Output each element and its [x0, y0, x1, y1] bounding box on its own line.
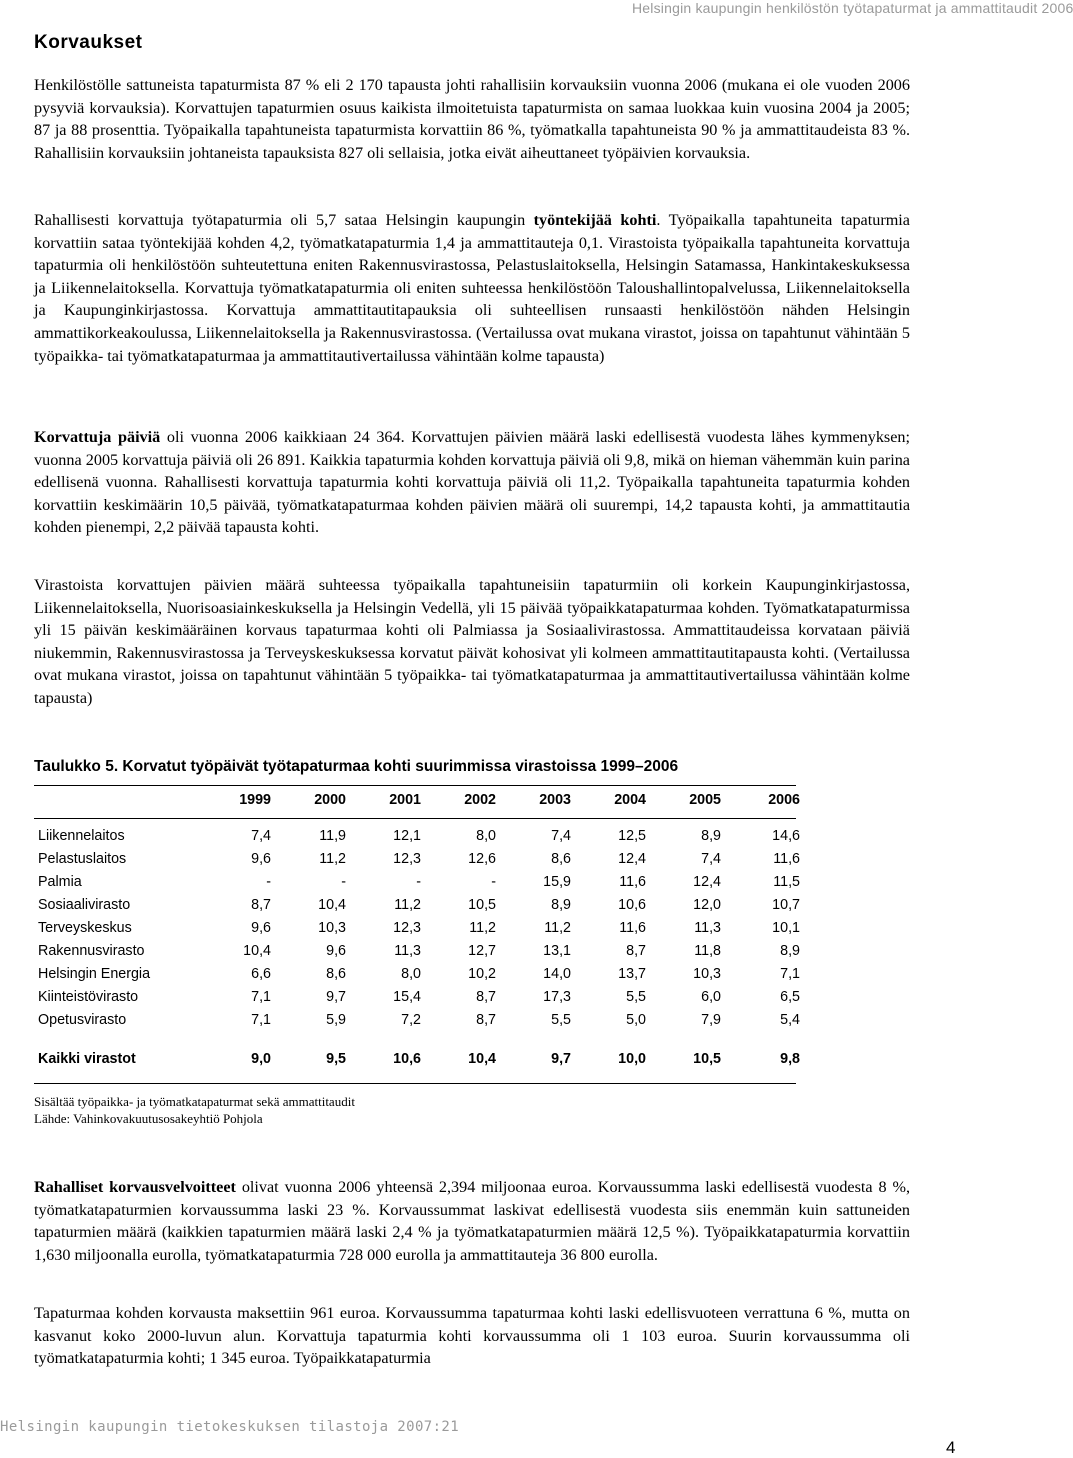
- value-cell: 11,2: [544, 919, 571, 936]
- bold-term: Korvattuja päiviä: [34, 428, 161, 446]
- table-row: [34, 939, 800, 962]
- paragraph-text: oli vuonna 2006 kaikkiaan 24 364. Korvattujen päivien määrä laski edellisestä vuodesta lähes kymmenyksen; vuonna 2005 korvattuja päiviä oli 26 891. Kaikkia tapaturmia kohden korvattuja päiviä oli 9,8, mikä on hieman vähemmän kuin parina edellisenä vuonna. Rahallisesti korvattuja tapaturmia kohti korvattuja päiviä oli 11,2. Työpaikalla tapahtuneita tapaturmia kohden korvattiin keskimäärin 10,5 päivää, työmatkatapaturmaa kohden päivien määrä oli suurempi, 14,2 tapausta kohti, ja ammattitautia kohden pienempi, 2,2 päivää tapausta kohti.: [34, 428, 910, 537]
- year-header: 2006: [768, 792, 800, 808]
- value-cell: 10,6: [618, 896, 646, 913]
- table-row: [34, 916, 800, 939]
- table-row: [34, 985, 800, 1008]
- year-header: 2002: [464, 792, 496, 808]
- agency-name: Rakennusvirasto: [38, 942, 145, 959]
- value-cell: 9,7: [551, 1050, 571, 1067]
- value-cell: 11,5: [773, 873, 800, 890]
- value-cell: 10,4: [318, 896, 346, 913]
- value-cell: 7,1: [251, 988, 271, 1005]
- value-cell: 11,6: [619, 919, 646, 936]
- value-cell: -: [491, 873, 496, 890]
- value-cell: 12,1: [393, 827, 421, 844]
- value-cell: 17,3: [543, 988, 571, 1005]
- value-cell: 8,0: [401, 965, 421, 982]
- agency-name: Palmia: [38, 873, 82, 890]
- value-cell: 5,0: [626, 1011, 646, 1028]
- value-cell: 8,9: [780, 942, 800, 959]
- table-body: [34, 810, 800, 1070]
- value-cell: 12,3: [393, 850, 421, 867]
- value-cell: 11,3: [394, 942, 421, 959]
- table-row: [34, 893, 800, 916]
- value-cell: 7,9: [701, 1011, 721, 1028]
- value-cell: 8,6: [326, 965, 346, 982]
- value-cell: -: [416, 873, 421, 890]
- table-row: [34, 870, 800, 893]
- value-cell: 5,4: [780, 1011, 800, 1028]
- value-cell: 13,7: [618, 965, 646, 982]
- value-cell: 11,8: [694, 942, 721, 959]
- value-cell: 9,0: [251, 1050, 271, 1067]
- page-header: [0, 0, 1073, 20]
- agency-name: Opetusvirasto: [38, 1011, 127, 1028]
- bold-term: Rahalliset korvausvelvoitteet: [34, 1178, 236, 1196]
- spacer-row: [34, 810, 800, 824]
- table-caption: Taulukko 5. Korvatut työpäivät työtapaturmaa kohti suurimmissa virastoissa 1999–2006: [34, 758, 679, 775]
- value-cell: 10,5: [693, 1050, 721, 1067]
- value-cell: 5,5: [551, 1011, 571, 1028]
- value-cell: 8,7: [476, 1011, 496, 1028]
- value-cell: 8,0: [476, 827, 496, 844]
- agency-name: Kaikki virastot: [38, 1050, 136, 1067]
- table-top-rule: [34, 785, 796, 786]
- value-cell: 8,7: [476, 988, 496, 1005]
- value-cell: 14,0: [543, 965, 571, 982]
- value-cell: 12,5: [618, 827, 646, 844]
- table-row: [34, 824, 800, 847]
- value-cell: 12,0: [693, 896, 721, 913]
- paragraph-per-accident: Tapaturmaa kohden korvausta maksettiin 961 euroa. Korvaussumma tapaturmaa kohti laski edellisvuoteen verrattuna 6 %, mutta on kasvanut koko 2000-luvun alun. Korvattuja tapaturmia kohti korvaussumma oli 1 103 euroa. Suurin korvaussumma oli työmatkatapaturmia kohti; 1 345 euroa. Työpaikkatapaturmia: [34, 1304, 910, 1368]
- bold-term: työntekijää kohti: [533, 211, 657, 229]
- table-source: Lähde: Vahinkovakuutusosakeyhtiö Pohjola: [34, 1111, 263, 1126]
- value-cell: 10,0: [618, 1050, 646, 1067]
- value-cell: 11,2: [319, 850, 346, 867]
- value-cell: 10,7: [772, 896, 800, 913]
- value-cell: 6,5: [780, 988, 800, 1005]
- value-cell: 5,5: [626, 988, 646, 1005]
- value-cell: 9,8: [780, 1050, 800, 1067]
- page-number: 4: [946, 1438, 956, 1457]
- value-cell: 10,6: [393, 1050, 421, 1067]
- value-cell: 5,9: [326, 1011, 346, 1028]
- agency-name: Pelastuslaitos: [38, 850, 127, 867]
- value-cell: 11,6: [773, 850, 800, 867]
- value-cell: 9,6: [251, 850, 271, 867]
- year-header: 2003: [539, 792, 571, 808]
- value-cell: 10,1: [772, 919, 800, 936]
- value-cell: 10,2: [468, 965, 496, 982]
- paragraph-per-employee: [34, 209, 910, 367]
- value-cell: 10,3: [693, 965, 721, 982]
- value-cell: 9,6: [326, 942, 346, 959]
- value-cell: 6,6: [251, 965, 271, 982]
- value-cell: 7,1: [251, 1011, 271, 1028]
- value-cell: 8,6: [551, 850, 571, 867]
- value-cell: 9,6: [251, 919, 271, 936]
- value-cell: 12,3: [393, 919, 421, 936]
- value-cell: 13,1: [543, 942, 571, 959]
- paragraph-compensated-days: [34, 426, 910, 539]
- table-row: [34, 1008, 800, 1031]
- paragraph-monetary: [34, 1176, 910, 1266]
- agency-name: Liikennelaitos: [38, 827, 125, 844]
- table-header-row: [34, 790, 800, 810]
- data-table: [34, 790, 800, 1070]
- spacer-cell: [34, 1031, 800, 1047]
- value-cell: 10,5: [468, 896, 496, 913]
- value-cell: -: [341, 873, 346, 890]
- table-total-row: [34, 1047, 800, 1070]
- value-cell: 6,0: [701, 988, 721, 1005]
- running-title: Helsingin kaupungin henkilöstön työtapaturmat ja ammattitaudit 2006: [632, 0, 1073, 16]
- value-cell: -: [266, 873, 271, 890]
- value-cell: 14,6: [772, 827, 800, 844]
- header-blank: [34, 790, 196, 810]
- value-cell: 11,9: [319, 827, 346, 844]
- paragraph-text: olivat vuonna 2006 yhteensä 2,394 miljoonaa euroa. Korvaussumma laski edellisestä vuodesta 8 %, työmatkatapaturmien korvaussumma laski 23 %. Korvaussummat laskivat edellisestä vuodesta siis enemmän kuin sattuneiden tapaturmien määrä (kaikkien tapaturmien määrä laski 2,4 % ja työmatkatapaturmien määrä 12,5 %). Työpaikkatapaturmia korvattiin 1,630 miljoonalla eurolla, työmatkatapaturmia 728 000 eurolla ja ammattitauteja 36 800 eurolla.: [34, 1178, 910, 1264]
- table-row: [34, 847, 800, 870]
- spacer-cell: [34, 810, 800, 824]
- year-header: 2004: [614, 792, 646, 808]
- year-header: 2005: [689, 792, 721, 808]
- value-cell: 11,6: [619, 873, 646, 890]
- paragraph-text: . Työpaikalla tapahtuneita tapaturmia korvattiin sataa työntekijää kohden 4,2, työmatkatapaturmia 1,4 ja ammattitauteja 0,1. Virastoista työpaikalla tapahtuneita korvattuja tapaturmia oli henkilöstöön suhteutettuna eniten Rakennusvirastossa, Pelastuslaitoksella, Helsingin Satamassa, Hankintakeskuksessa ja Liikennelaitoksella. Korvattuja työmatkatapaturmia oli eniten suhteessa henkilöstöön Taloushallintopalvelussa, Liikennelaitoksella ja Kaupunginkirjastossa. Korvattuja ammattitautitapauksia oli suhteellisen runsaasti henkilöstöön nähden Helsingin ammattikorkeakoulussa, Liikennelaitoksella ja Rakennusvirastossa. (Vertailussa ovat mukana virastot, joissa on tapahtunut vähintään 5 työpaikka- tai työmatkatapaturmaa ja ammattitautivertailussa vähintään kolme tapausta): [34, 211, 910, 365]
- value-cell: 8,9: [701, 827, 721, 844]
- year-header: 2000: [314, 792, 346, 808]
- value-cell: 8,9: [551, 896, 571, 913]
- spacer-row: [34, 1031, 800, 1047]
- year-header: 1999: [239, 792, 271, 808]
- value-cell: 7,4: [701, 850, 721, 867]
- table-bottom-rule: [34, 1083, 796, 1084]
- value-cell: 7,4: [251, 827, 271, 844]
- value-cell: 12,4: [618, 850, 646, 867]
- section-title: Korvaukset: [34, 32, 143, 53]
- value-cell: 12,6: [468, 850, 496, 867]
- table-row: [34, 962, 800, 985]
- value-cell: 10,3: [318, 919, 346, 936]
- agency-name: Terveyskeskus: [38, 919, 132, 936]
- value-cell: 10,4: [243, 942, 271, 959]
- value-cell: 15,9: [543, 873, 571, 890]
- agency-name: Kiinteistövirasto: [38, 988, 139, 1005]
- value-cell: 11,2: [469, 919, 496, 936]
- value-cell: 12,7: [468, 942, 496, 959]
- value-cell: 12,4: [693, 873, 721, 890]
- value-cell: 7,4: [551, 827, 571, 844]
- agency-name: Sosiaalivirasto: [38, 896, 131, 913]
- year-header: 2001: [389, 792, 421, 808]
- value-cell: 9,7: [326, 988, 346, 1005]
- table-note: Sisältää työpaikka- ja työmatkatapaturmat sekä ammattitaudit: [34, 1094, 355, 1109]
- agency-name: Helsingin Energia: [38, 965, 151, 982]
- value-cell: 8,7: [251, 896, 271, 913]
- value-cell: 11,2: [394, 896, 421, 913]
- value-cell: 10,4: [468, 1050, 496, 1067]
- value-cell: 7,2: [401, 1011, 421, 1028]
- paragraph-intro: Henkilöstölle sattuneista tapaturmista 87 % eli 2 170 tapausta johti rahallisiin korvauksiin vuonna 2006 (mukana ei ole vuoden 2006 pysyviä korvauksia). Korvattujen tapaturmien osuus kaikista ilmoitetuista tapaturmista on samaa luokkaa kuin vuosina 2004 ja 2005; 87 ja 88 prosenttia. Työpaikalla tapahtuneista tapaturmista korvattiin 86 %, työmatkalla tapahtuneista 90 % ja ammattitaudeista 83 %. Rahallisiin korvauksiin johtaneista tapauksista 827 oli sellaisia, jotka eivät aiheuttaneet työpäivien korvauksia.: [34, 76, 910, 162]
- paragraph-agencies: Virastoista korvattujen päivien määrä suhteessa työpaikalla tapahtuneisiin tapaturmiin oli korkein Kaupunginkirjastossa, Liikennelaitoksella, Nuorisoasiainkeskuksella ja Helsingin Vedellä, yli 15 päivää työpaikkatapaturmaa kohden. Työmatkatapaturmissa yli 15 päivän keskimääräinen korvaus tapaturmaa kohti oli Palmiassa ja Sosiaalivirastossa. Ammattitaudeissa korvataan päiviä niukemmin, Rakennusvirastossa ja Terveyskeskuksessa korvatut päivät kohosivat yli kolmeen ammattitautitapausta kohti. (Vertailussa ovat mukana virastot, joissa on tapahtunut vähintään 5 työpaikka- tai työmatkatapaturmaa ja ammattitautivertailussa vähintään kolme tapausta): [34, 576, 910, 707]
- paragraph-text: Rahallisesti korvattuja työtapaturmia oli 5,7 sataa Helsingin kaupungin: [34, 211, 534, 229]
- value-cell: 11,3: [694, 919, 721, 936]
- value-cell: 8,7: [626, 942, 646, 959]
- footer-series: Helsingin kaupungin tietokeskuksen tilastoja 2007:21: [0, 1419, 460, 1435]
- value-cell: 15,4: [393, 988, 421, 1005]
- value-cell: 7,1: [780, 965, 800, 982]
- value-cell: 9,5: [326, 1050, 346, 1067]
